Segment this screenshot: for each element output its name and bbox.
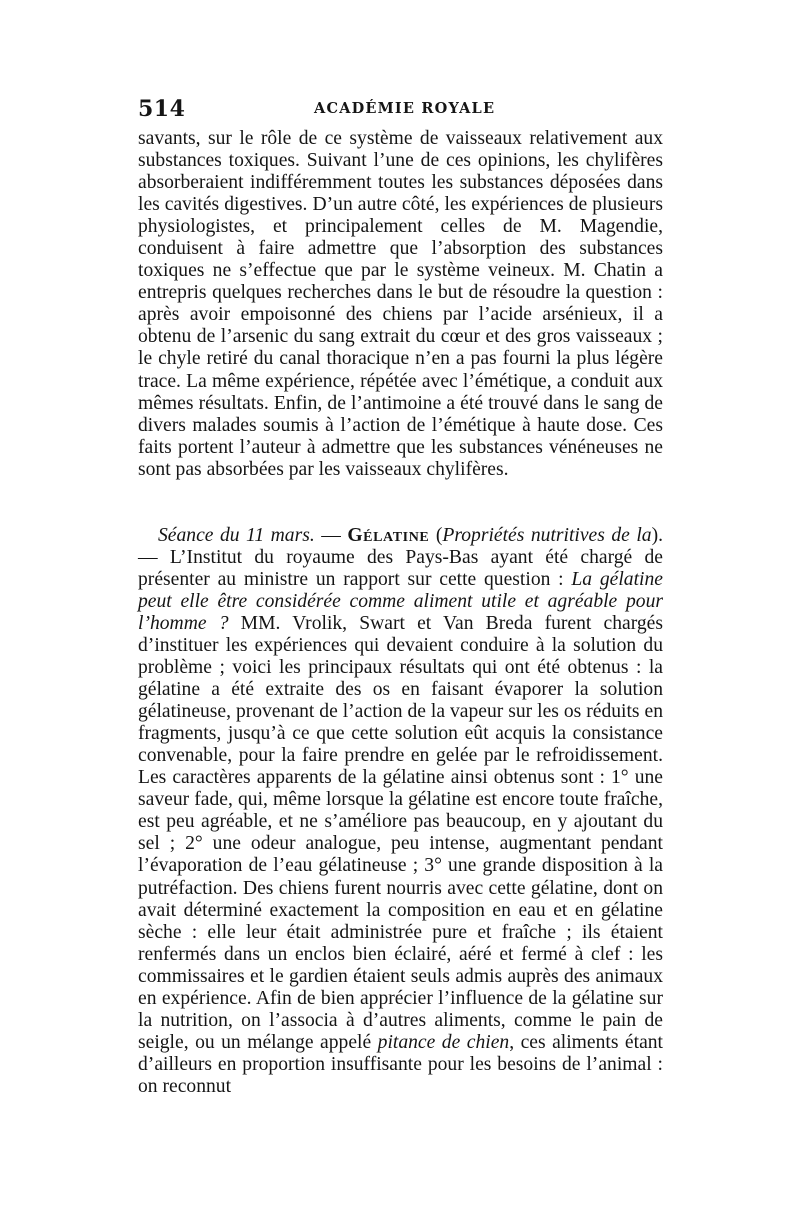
paragraph-chyliferes: savants, sur le rôle de ce système de vaisseaux relativement aux substances toxiques. Suivant l’une de ces opinions, les chylifères absorberaient indifféremment toutes les substances déposées dans les cavités digestives. D’un autre côté, les expériences de plusieurs physiologistes, et principalement celles de M. Magendie, conduisent à faire admettre que l’absorption des substances toxiques ne s’effectue que par le système veineux. M. Chatin a entrepris quelques recherches dans le but de résoudre la question : après avoir empoisonné des chiens par l’acide arsénieux, il a obtenu de l’arsenic du sang extrait du cœur et des gros vaisseaux ; le chyle retiré du canal thoracique n’en a pas fourni la plus légère trace. La même expérience, répétée avec l’émétique, a conduit aux mêmes résultats. Enfin, de l’antimoine a été trouvé dans le sang de divers malades soumis à l’action de l’émétique à haute dose. Ces faits portent l’auteur à admettre que les substances vénéneuses ne sont pas absorbées par les vaisseaux chylifères.: [138, 128, 663, 480]
book-page: [138, 96, 663, 1098]
running-title: ACADÉMIE ROYALE: [314, 100, 496, 117]
body-text-part-2: , ces aliments étant d’ailleurs en proportion insuffisante pour les besoins de l’animal : on reconnut: [138, 1031, 664, 1097]
question-text: La gélatine peut elle être considérée comme aliment utile et agréable pour l’homme ?: [138, 568, 663, 634]
session-date: Séance du 11 mars.: [158, 524, 315, 546]
intro-text: L’Institut du royaume des Pays-Bas ayant été chargé de présenter au ministre un rapport sur cette question :: [138, 546, 663, 590]
running-header: [138, 96, 663, 128]
page-number: 514: [138, 96, 186, 122]
body-text-part-1: MM. Vrolik, Swart et Van Breda furent chargés d’instituer les expériences qui devaient conduire à la solution du problème ; voici les principaux résultats qui ont été obtenus : la gélatine a été extraite des os en faisant évaporer la solution gélatineuse, provenant de l’action de la vapeur sur les os réduits en fragments, jusqu’à ce que cette solution eût acquis la consistance convenable, pour la faire prendre en gelée par le refroidissement. Les caractères apparents de la gélatine ainsi obtenus sont : 1° une saveur fade, qui, même lorsque la gélatine est encore toute fraîche, est peu agréable, et ne s’améliore pas beaucoup, en y ajoutant du sel ; 2° une odeur analogue, peu intense, augmentant pendant l’évaporation de l’eau gélatineuse ; 3° une grande disposition à la putréfaction. Des chiens furent nourris avec cette gélatine, dont on avait déterminé exactement la composition en eau et en gélatine sèche : elle leur était administrée pure et fraîche ; ils étaient renfermés dans un enclos bien éclairé, aéré et fermé à clef : les commissaires et le gardien étaient seuls admis auprès des animaux en expérience. Afin de bien apprécier l’influence de la gélatine sur la nutrition, on l’associa à d’autres aliments, comme le pain de seigle, ou un mélange appelé: [138, 612, 663, 1053]
close-paren: ). —: [138, 524, 663, 568]
dash-separator: —: [314, 524, 348, 546]
body-text: [138, 128, 663, 1098]
open-paren: (: [429, 524, 443, 546]
paragraph-gelatine: [138, 525, 663, 1098]
pitance-term: pitance de chien: [377, 1031, 510, 1053]
topic-subtitle: Propriétés nutritives de la: [442, 524, 652, 546]
topic-heading: Gélatine: [347, 524, 430, 546]
paragraph-gap: [138, 481, 663, 525]
